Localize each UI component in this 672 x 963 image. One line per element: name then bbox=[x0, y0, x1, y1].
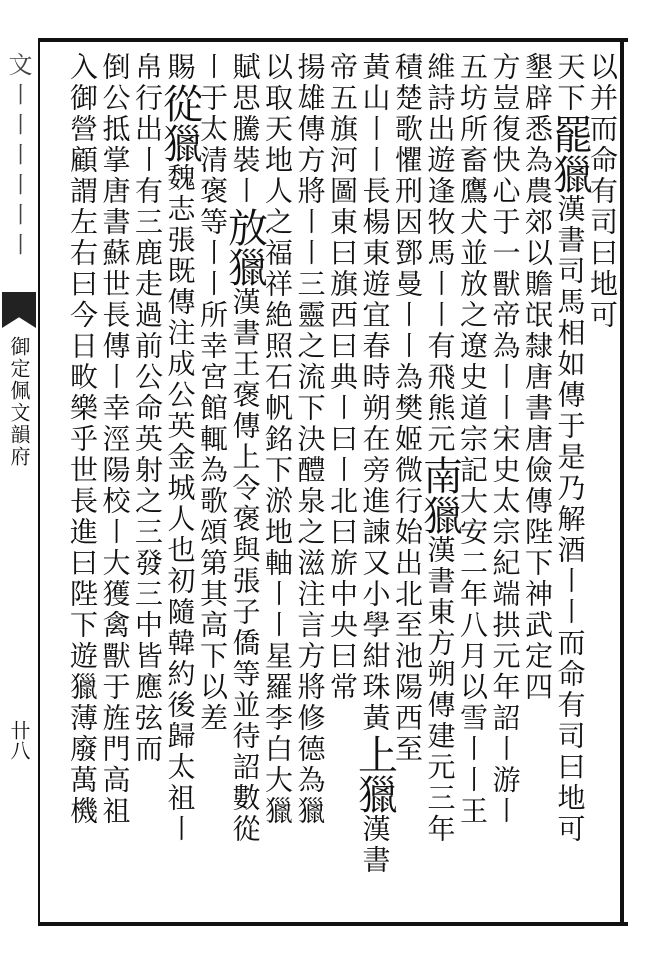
column-text: 帛 bbox=[131, 52, 164, 83]
column-text: 墾辟悉為農郊以贍氓隸唐書唐儉傳陛下神武定四 bbox=[521, 52, 554, 703]
entry-heading: 南獵 bbox=[416, 455, 463, 535]
column-text: 漢書王褒傳上令褒與張子僑等並待詔數從 bbox=[228, 287, 262, 845]
column-text: 賦思騰裝〡 bbox=[228, 52, 262, 207]
fish-tail-mark bbox=[2, 292, 36, 328]
publisher-label: 御定佩文韻府 bbox=[7, 336, 31, 468]
page-number: 卄八 bbox=[7, 720, 31, 760]
column-text: 漢書 bbox=[358, 814, 392, 876]
column-text: 褒等〡〡所幸宮館輒為歌頌第其高下以差 bbox=[196, 176, 229, 734]
column-text: 方豈復快心于一獸帝為〡〡宋史太宗紀端拱元年詔〡游〡 bbox=[488, 52, 522, 827]
column-text: 五坊所畜鷹犬並放之遼史道宗記大安二年八月以雪〡〡王 bbox=[456, 52, 489, 827]
column-text: 天下 bbox=[553, 52, 587, 114]
column-text: 行出〡有三鹿走過前公命英射之三發三中皆應弦而 bbox=[131, 83, 164, 765]
margin-edge-fragment: 文〡〡〡〡〡〡 bbox=[4, 52, 32, 262]
column-text: 揚雄傳方將〡〡三靈之流下決醴泉之滋注言方將修德為獵 bbox=[293, 52, 327, 827]
column-text: 賜 bbox=[163, 52, 197, 83]
column-text: 〡于太清 bbox=[196, 52, 229, 176]
entry-heading: 罷獵 bbox=[546, 114, 593, 194]
entry-heading: 放獵 bbox=[221, 207, 268, 287]
column-text: 積楚歌懼刑因鄧曼〡〡為樊姬 bbox=[391, 52, 424, 455]
column-text: 倒公抵掌唐書蘇世長傳〡幸涇陽校〡大獲禽獸于旌門高祖 bbox=[98, 52, 132, 827]
column-text: 微行始出北至池陽西至 bbox=[391, 455, 424, 765]
column-text: 魏志張既傳注成公英金城人也初隨韓約後歸太祖〡 bbox=[163, 163, 197, 845]
column-text: 漢書東方朔傳建元三年 bbox=[423, 535, 457, 845]
column-text: 帝五旗河圖東曰旗西曰典〡曰〡北曰旂中央曰常 bbox=[326, 52, 359, 703]
entry-heading: 從獵 bbox=[156, 83, 203, 163]
text-column bbox=[62, 52, 102, 914]
column-text: 入御營顧謂左右曰今日畋樂乎世長進曰陛下遊獵薄廢萬機 bbox=[66, 52, 99, 827]
column-text: 維詩出遊逢牧馬〡〡有飛熊元 bbox=[423, 52, 457, 455]
entry-heading: 上獵 bbox=[351, 734, 398, 814]
column-text: 以并 bbox=[586, 52, 619, 114]
column-text: 漢書司馬相如傳于是乃解酒〡〡而命有司曰地可 bbox=[553, 194, 587, 845]
column-text: 以取天地人之福祥絶照石帆銘下淤地軸〡〡星羅李白大獵 bbox=[261, 52, 294, 827]
column-text: 黃山〡〡長楊東遊宜春時朔在旁進諫又小學紺珠黃 bbox=[358, 52, 392, 734]
column-text: 而命有司曰地可 bbox=[586, 114, 619, 331]
frame-left-rule bbox=[38, 38, 40, 926]
